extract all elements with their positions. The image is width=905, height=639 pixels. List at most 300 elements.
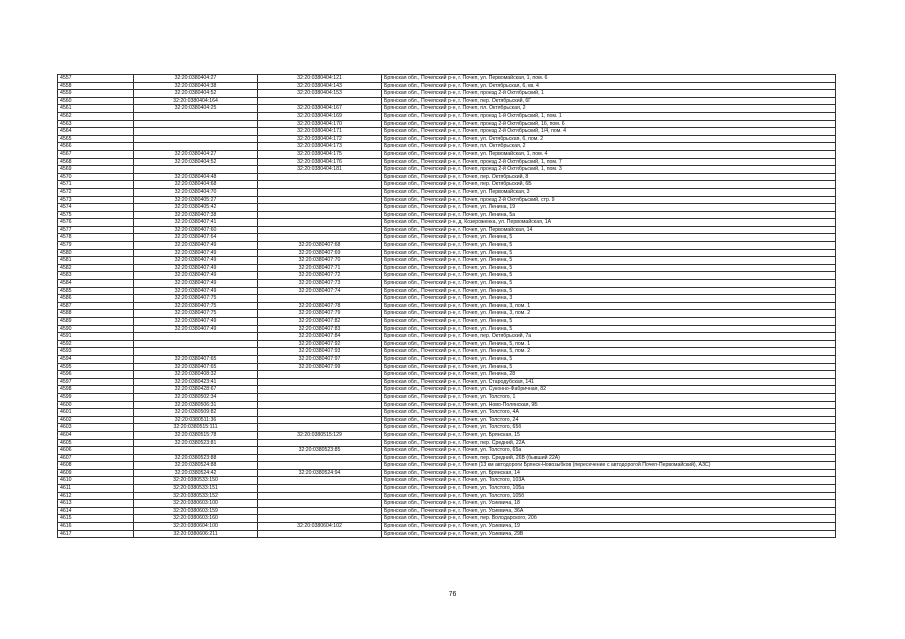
land-cadastral-number-cell: 32:20:0380405:27 — [134, 196, 258, 204]
object-cadastral-number-cell — [258, 97, 382, 105]
table-row — [58, 333, 836, 341]
address-cell: Брянская обл., Почепский р-н, г. Почеп, пер. Володарского, 20б — [382, 515, 836, 523]
object-cadastral-number-cell: 32:20:0380404:173 — [258, 143, 382, 151]
row-number-cell: 4602 — [58, 416, 134, 424]
land-cadastral-number-cell: 32:20:0380404:52 — [134, 90, 258, 98]
object-cadastral-number-cell: 32:20:0380407:68 — [258, 242, 382, 250]
land-cadastral-number-cell: 32:20:0380533:151 — [134, 485, 258, 493]
object-cadastral-number-cell — [258, 439, 382, 447]
table-row — [58, 287, 836, 295]
address-cell: Брянская обл., Почепский р-н, г. Почеп, пл. Октябрьская, 2 — [382, 105, 836, 113]
land-cadastral-number-cell — [134, 333, 258, 341]
address-cell: Брянская обл., Почепский р-н, г. Почеп, ул. Толстого, 65а — [382, 447, 836, 455]
address-cell: Брянская обл., Почепский р-н, г. Почеп, ул. Усиевича, 36А — [382, 507, 836, 515]
land-cadastral-number-cell: 32:20:0380407:75 — [134, 310, 258, 318]
row-number-cell: 4559 — [58, 90, 134, 98]
address-cell: Брянская обл., Почепский р-н, г. Почеп, ул. Ленина, 5 — [382, 363, 836, 371]
row-number-cell: 4604 — [58, 431, 134, 439]
address-cell: Брянская обл., Почепский р-н, г. Почеп, пер. Октябрьский, 6Б — [382, 181, 836, 189]
address-cell: Брянская обл., Почепский р-н, г. Почеп, пер. Октябрьский, 7а — [382, 333, 836, 341]
row-number-cell: 4590 — [58, 325, 134, 333]
row-number-cell: 4571 — [58, 181, 134, 189]
table-row — [58, 158, 836, 166]
row-number-cell: 4613 — [58, 500, 134, 508]
object-cadastral-number-cell — [258, 492, 382, 500]
table-row — [58, 249, 836, 257]
row-number-cell: 4600 — [58, 401, 134, 409]
land-cadastral-number-cell: 32:20:0380404:38 — [134, 82, 258, 90]
table-row — [58, 355, 836, 363]
address-cell: Брянская обл., Почепский р-н, г. Почеп, пер. Средний, 26В (бывший 22А) — [382, 454, 836, 462]
object-cadastral-number-cell — [258, 424, 382, 432]
address-cell: Брянская обл., Почепский р-н, г. Почеп, ул. Ленина, 3, пом. 2 — [382, 310, 836, 318]
page-number: 76 — [448, 591, 457, 598]
land-cadastral-number-cell: 32:20:0380405:42 — [134, 204, 258, 212]
land-cadastral-number-cell: 32:20:0380407:49 — [134, 257, 258, 265]
table-row — [58, 363, 836, 371]
land-cadastral-number-cell: 32:20:0380603:159 — [134, 507, 258, 515]
row-number-cell: 4560 — [58, 97, 134, 105]
row-number-cell: 4557 — [58, 75, 134, 83]
land-cadastral-number-cell: 32:20:0380407:75 — [134, 302, 258, 310]
table-row — [58, 462, 836, 470]
address-cell: Брянская обл., Почепский р-н, г. Почеп, ул. Толстого, 1 — [382, 393, 836, 401]
row-number-cell: 4611 — [58, 485, 134, 493]
object-cadastral-number-cell: 32:20:0380404:153 — [258, 90, 382, 98]
land-cadastral-number-cell: 32:20:0380407:38 — [134, 211, 258, 219]
row-number-cell: 4573 — [58, 196, 134, 204]
object-cadastral-number-cell — [258, 371, 382, 379]
row-number-cell: 4564 — [58, 128, 134, 136]
land-cadastral-number-cell: 32:20:0380604:100 — [134, 523, 258, 531]
land-cadastral-number-cell: 32:20:0380404:27 — [134, 75, 258, 83]
table-row — [58, 447, 836, 455]
object-cadastral-number-cell: 32:20:0380404:169 — [258, 112, 382, 120]
table-row — [58, 120, 836, 128]
address-cell: Брянская обл., Почепский р-н, г. Почеп, пл. Октябрьская, 2 — [382, 143, 836, 151]
object-cadastral-number-cell: 32:20:0380407:70 — [258, 257, 382, 265]
row-number-cell: 4577 — [58, 226, 134, 234]
row-number-cell: 4583 — [58, 272, 134, 280]
address-cell: Брянская обл., Почепский р-н, г. Почеп, ул. Ленина, 5 — [382, 234, 836, 242]
land-cadastral-number-cell: 32:20:0380404:70 — [134, 188, 258, 196]
land-cadastral-number-cell — [134, 348, 258, 356]
address-cell: Брянская обл., Почепский р-н, г. Почеп, ул. Ленина, 5 — [382, 257, 836, 265]
land-cadastral-number-cell: 32:20:0380404:48 — [134, 173, 258, 181]
row-number-cell: 4605 — [58, 439, 134, 447]
address-cell: Брянская обл., Почепский р-н, г. Почеп, проезд 2-й Октябрьский, 1/4, пом. 4 — [382, 128, 836, 136]
table-row — [58, 196, 836, 204]
registry-table — [57, 74, 836, 538]
address-cell: Брянская обл., Почепский р-н, г. Почеп, ул. Ленина, 5 — [382, 249, 836, 257]
row-number-cell: 4580 — [58, 249, 134, 257]
row-number-cell: 4599 — [58, 393, 134, 401]
table-row — [58, 112, 836, 120]
table-row — [58, 378, 836, 386]
object-cadastral-number-cell: 32:20:0380404:143 — [258, 82, 382, 90]
row-number-cell: 4582 — [58, 264, 134, 272]
object-cadastral-number-cell — [258, 181, 382, 189]
address-cell: Брянская обл., Почепский р-н, г. Почеп, проезд 2-й Октябрьский, 16, пом. 6 — [382, 120, 836, 128]
row-number-cell: 4598 — [58, 386, 134, 394]
land-cadastral-number-cell: 32:20:0380515:111 — [134, 424, 258, 432]
table-row — [58, 302, 836, 310]
row-number-cell: 4601 — [58, 409, 134, 417]
address-cell: Брянская обл., Почепский р-н, г. Почеп, проезд 2-й Октябрьский, 1, пом. 3 — [382, 166, 836, 174]
object-cadastral-number-cell — [258, 477, 382, 485]
row-number-cell: 4566 — [58, 143, 134, 151]
row-number-cell: 4576 — [58, 219, 134, 227]
object-cadastral-number-cell — [258, 409, 382, 417]
row-number-cell: 4603 — [58, 424, 134, 432]
land-cadastral-number-cell: 32:20:0380407:65 — [134, 355, 258, 363]
table-row — [58, 371, 836, 379]
row-number-cell: 4591 — [58, 333, 134, 341]
address-cell: Брянская обл., Почепский р-н, г. Почеп, ул. Толстого, 24 — [382, 416, 836, 424]
table-row — [58, 181, 836, 189]
row-number-cell: 4585 — [58, 287, 134, 295]
object-cadastral-number-cell — [258, 234, 382, 242]
row-number-cell: 4579 — [58, 242, 134, 250]
object-cadastral-number-cell: 32:20:0380407:99 — [258, 363, 382, 371]
row-number-cell: 4589 — [58, 318, 134, 326]
table-row — [58, 226, 836, 234]
address-cell: Брянская обл., Почепский р-н, г. Почеп, ул. Ленина, 5 — [382, 318, 836, 326]
table-row — [58, 143, 836, 151]
land-cadastral-number-cell: 32:20:0380407:64 — [134, 234, 258, 242]
table-row — [58, 424, 836, 432]
object-cadastral-number-cell — [258, 295, 382, 303]
row-number-cell: 4586 — [58, 295, 134, 303]
table-row — [58, 82, 836, 90]
object-cadastral-number-cell: 32:20:0380407:74 — [258, 287, 382, 295]
land-cadastral-number-cell — [134, 135, 258, 143]
object-cadastral-number-cell — [258, 416, 382, 424]
row-number-cell: 4567 — [58, 150, 134, 158]
land-cadastral-number-cell: 32:20:0380407:49 — [134, 249, 258, 257]
object-cadastral-number-cell: 32:20:0380407:79 — [258, 310, 382, 318]
row-number-cell: 4596 — [58, 371, 134, 379]
land-cadastral-number-cell: 32:20:0380603:100 — [134, 500, 258, 508]
address-cell: Брянская обл., Почепский р-н, д. Козероженка, ул. Первомайская, 1А — [382, 219, 836, 227]
address-cell: Брянская обл., Почепский р-н, г. Почеп, ул. Ленина, 5 — [382, 325, 836, 333]
table-row — [58, 439, 836, 447]
row-number-cell: 4563 — [58, 120, 134, 128]
land-cadastral-number-cell: 32:20:0380603:160 — [134, 515, 258, 523]
land-cadastral-number-cell — [134, 120, 258, 128]
land-cadastral-number-cell: 32:20:0380606:211 — [134, 530, 258, 538]
land-cadastral-number-cell: 32:20:0380511:36 — [134, 416, 258, 424]
land-cadastral-number-cell: 32:20:0380404:52 — [134, 158, 258, 166]
object-cadastral-number-cell: 32:20:0380404:170 — [258, 120, 382, 128]
table-row — [58, 257, 836, 265]
land-cadastral-number-cell — [134, 143, 258, 151]
object-cadastral-number-cell — [258, 226, 382, 234]
address-cell: Брянская обл., Почепский р-н, г. Почеп, ул. Ленина, 5, пом. 2 — [382, 348, 836, 356]
row-number-cell: 4584 — [58, 280, 134, 288]
address-cell: Брянская обл., Почепский р-н, г. Почеп, ул. Ленина, 28 — [382, 371, 836, 379]
land-cadastral-number-cell: 32:20:0380523:81 — [134, 439, 258, 447]
object-cadastral-number-cell — [258, 500, 382, 508]
object-cadastral-number-cell: 32:20:0380404:121 — [258, 75, 382, 83]
land-cadastral-number-cell: 32:20:0380407:49 — [134, 287, 258, 295]
address-cell: Брянская обл., Почепский р-н, г. Почеп, ул. Октябрьская, 6, кв. 4 — [382, 82, 836, 90]
land-cadastral-number-cell: 32:20:0380533:150 — [134, 477, 258, 485]
address-cell: Брянская обл., Почепский р-н, г. Почеп, пер. Средний, 22А — [382, 439, 836, 447]
table-row — [58, 515, 836, 523]
land-cadastral-number-cell: 32:20:0380408:32 — [134, 371, 258, 379]
object-cadastral-number-cell: 32:20:0380407:78 — [258, 302, 382, 310]
row-number-cell: 4607 — [58, 454, 134, 462]
land-cadastral-number-cell: 32:20:0380404:27 — [134, 150, 258, 158]
address-cell: Брянская обл., Почепский р-н, г. Почеп, проезд 1-й Октябрьский, 1, пом. 1 — [382, 112, 836, 120]
row-number-cell: 4562 — [58, 112, 134, 120]
address-cell: Брянская обл., Почепский р-н, г. Почеп, ул. Ленина, 3 — [382, 295, 836, 303]
object-cadastral-number-cell: 32:20:0380604:102 — [258, 523, 382, 531]
land-cadastral-number-cell: 32:20:0380524:42 — [134, 469, 258, 477]
row-number-cell: 4597 — [58, 378, 134, 386]
table-row — [58, 135, 836, 143]
object-cadastral-number-cell — [258, 507, 382, 515]
object-cadastral-number-cell: 32:20:0380407:71 — [258, 264, 382, 272]
table-row — [58, 166, 836, 174]
table-row — [58, 500, 836, 508]
row-number-cell: 4561 — [58, 105, 134, 113]
land-cadastral-number-cell — [134, 340, 258, 348]
row-number-cell: 4587 — [58, 302, 134, 310]
row-number-cell: 4616 — [58, 523, 134, 531]
object-cadastral-number-cell: 32:20:0380407:73 — [258, 280, 382, 288]
row-number-cell: 4595 — [58, 363, 134, 371]
table-row — [58, 310, 836, 318]
address-cell: Брянская обл., Почепский р-н, г. Почеп, ул. Толстого, 105б — [382, 492, 836, 500]
object-cadastral-number-cell: 32:20:0380407:72 — [258, 272, 382, 280]
table-row — [58, 492, 836, 500]
object-cadastral-number-cell: 32:20:0380407:69 — [258, 249, 382, 257]
row-number-cell: 4612 — [58, 492, 134, 500]
object-cadastral-number-cell — [258, 515, 382, 523]
land-cadastral-number-cell — [134, 166, 258, 174]
address-cell: Брянская обл., Почепский р-н, г. Почеп, ул. Усиевича, 29В — [382, 530, 836, 538]
address-cell: Брянская обл., Почепский р-н, г. Почеп, пер. Октябрьский, 8 — [382, 173, 836, 181]
address-cell: Брянская обл., Почепский р-н, г. Почеп (13 км автодороги Брянск-Новозыбков (пересечение с автодорогой Почеп-Первомайский), АЗС) — [382, 462, 836, 470]
address-cell: Брянская обл., Почепский р-н, г. Почеп, ул. Первомайская, 1, пом. 6 — [382, 75, 836, 83]
row-number-cell: 4606 — [58, 447, 134, 455]
address-cell: Брянская обл., Почепский р-н, г. Почеп, ул. Ленина, 5, пом. 1 — [382, 340, 836, 348]
object-cadastral-number-cell — [258, 204, 382, 212]
address-cell: Брянская обл., Почепский р-н, г. Почеп, пер. Октябрьский, 6Г — [382, 97, 836, 105]
object-cadastral-number-cell — [258, 188, 382, 196]
row-number-cell: 4617 — [58, 530, 134, 538]
land-cadastral-number-cell — [134, 128, 258, 136]
row-number-cell: 4581 — [58, 257, 134, 265]
table-row — [58, 211, 836, 219]
object-cadastral-number-cell: 32:20:0380407:93 — [258, 348, 382, 356]
table-row — [58, 485, 836, 493]
table-row — [58, 128, 836, 136]
land-cadastral-number-cell: 32:20:0380524:88 — [134, 462, 258, 470]
table-row — [58, 280, 836, 288]
table-row — [58, 454, 836, 462]
land-cadastral-number-cell: 32:20:0380515:78 — [134, 431, 258, 439]
table-row — [58, 242, 836, 250]
land-cadastral-number-cell: 32:20:0380407:49 — [134, 325, 258, 333]
object-cadastral-number-cell — [258, 196, 382, 204]
address-cell: Брянская обл., Почепский р-н, г. Почеп, ул. Толстого, 105а — [382, 485, 836, 493]
table-row — [58, 75, 836, 83]
address-cell: Брянская обл., Почепский р-н, г. Почеп, ул. Ленина, 19 — [382, 204, 836, 212]
row-number-cell: 4592 — [58, 340, 134, 348]
table-row — [58, 386, 836, 394]
object-cadastral-number-cell: 32:20:0380407:84 — [258, 333, 382, 341]
row-number-cell: 4594 — [58, 355, 134, 363]
land-cadastral-number-cell: 32:20:0380407:49 — [134, 264, 258, 272]
table-row — [58, 272, 836, 280]
table-row — [58, 173, 836, 181]
object-cadastral-number-cell — [258, 485, 382, 493]
object-cadastral-number-cell: 32:20:0380524:94 — [258, 469, 382, 477]
object-cadastral-number-cell — [258, 378, 382, 386]
object-cadastral-number-cell — [258, 462, 382, 470]
land-cadastral-number-cell: 32:20:0380509:82 — [134, 409, 258, 417]
land-cadastral-number-cell: 32:20:0380404:164 — [134, 97, 258, 105]
row-number-cell: 4574 — [58, 204, 134, 212]
row-number-cell: 4615 — [58, 515, 134, 523]
address-cell: Брянская обл., Почепский р-н, г. Почеп, ул. Суконно-Фабричная, 82 — [382, 386, 836, 394]
land-cadastral-number-cell: 32:20:0380404:68 — [134, 181, 258, 189]
table-row — [58, 234, 836, 242]
object-cadastral-number-cell — [258, 530, 382, 538]
address-cell: Брянская обл., Почепский р-н, г. Почеп, ул. Октябрьская, 6, пом. 2 — [382, 135, 836, 143]
land-cadastral-number-cell: 32:20:0380407:49 — [134, 318, 258, 326]
land-cadastral-number-cell: 32:20:0380533:152 — [134, 492, 258, 500]
address-cell: Брянская обл., Почепский р-н, г. Почеп, ул. Ново-Полянская, 9Б — [382, 401, 836, 409]
object-cadastral-number-cell: 32:20:0380407:92 — [258, 340, 382, 348]
object-cadastral-number-cell — [258, 386, 382, 394]
row-number-cell: 4568 — [58, 158, 134, 166]
table-row — [58, 264, 836, 272]
table-row — [58, 477, 836, 485]
land-cadastral-number-cell: 32:20:0380407:65 — [134, 363, 258, 371]
table-row — [58, 393, 836, 401]
address-cell: Брянская обл., Почепский р-н, г. Почеп, ул. Ленина, 5 — [382, 287, 836, 295]
object-cadastral-number-cell: 32:20:0380404:171 — [258, 128, 382, 136]
address-cell: Брянская обл., Почепский р-н, г. Почеп, ул. Ленина, 5 — [382, 355, 836, 363]
table-row — [58, 295, 836, 303]
table-row — [58, 318, 836, 326]
object-cadastral-number-cell: 32:20:0380407:97 — [258, 355, 382, 363]
object-cadastral-number-cell: 32:20:0380404:181 — [258, 166, 382, 174]
table-row — [58, 507, 836, 515]
row-number-cell: 4608 — [58, 462, 134, 470]
land-cadastral-number-cell: 32:20:0380407:41 — [134, 219, 258, 227]
table-row — [58, 409, 836, 417]
object-cadastral-number-cell: 32:20:0380407:82 — [258, 318, 382, 326]
address-cell: Брянская обл., Почепский р-н, г. Почеп, ул. Первомайская, 3 — [382, 188, 836, 196]
land-cadastral-number-cell: 32:20:0380407:75 — [134, 295, 258, 303]
land-cadastral-number-cell: 32:20:0380407:49 — [134, 272, 258, 280]
address-cell: Брянская обл., Почепский р-н, г. Почеп, ул. Ленина, 5а — [382, 211, 836, 219]
table-row — [58, 105, 836, 113]
object-cadastral-number-cell — [258, 219, 382, 227]
address-cell: Брянская обл., Почепский р-н, г. Почеп, ул. Стародубская, 141 — [382, 378, 836, 386]
object-cadastral-number-cell — [258, 401, 382, 409]
table-row — [58, 150, 836, 158]
land-cadastral-number-cell: 32:20:0380423:41 — [134, 378, 258, 386]
land-cadastral-number-cell — [134, 447, 258, 455]
table-row — [58, 90, 836, 98]
row-number-cell: 4569 — [58, 166, 134, 174]
land-cadastral-number-cell: 32:20:0380407:60 — [134, 226, 258, 234]
row-number-cell: 4614 — [58, 507, 134, 515]
table-row — [58, 204, 836, 212]
address-cell: Брянская обл., Почепский р-н, г. Почеп, проезд 2-й Октябрьский, 1, пом. 7 — [382, 158, 836, 166]
land-cadastral-number-cell: 32:20:0380407:49 — [134, 242, 258, 250]
land-cadastral-number-cell: 32:20:0380407:49 — [134, 280, 258, 288]
row-number-cell: 4565 — [58, 135, 134, 143]
table-row — [58, 416, 836, 424]
address-cell: Брянская обл., Почепский р-н, г. Почеп, ул. Усиевича, 18 — [382, 500, 836, 508]
row-number-cell: 4558 — [58, 82, 134, 90]
table-row — [58, 219, 836, 227]
object-cadastral-number-cell: 32:20:0380404:167 — [258, 105, 382, 113]
address-cell: Брянская обл., Почепский р-н, г. Почеп, ул. Толстого, 103А — [382, 477, 836, 485]
row-number-cell: 4570 — [58, 173, 134, 181]
land-cadastral-number-cell — [134, 112, 258, 120]
address-cell: Брянская обл., Почепский р-н, г. Почеп, ул. Первомайская, 1, пом. 4 — [382, 150, 836, 158]
land-cadastral-number-cell: 32:20:0380523:88 — [134, 454, 258, 462]
object-cadastral-number-cell — [258, 211, 382, 219]
address-cell: Брянская обл., Почепский р-н, г. Почеп, ул. Ленина, 5 — [382, 280, 836, 288]
land-cadastral-number-cell: 32:20:0380506:31 — [134, 401, 258, 409]
object-cadastral-number-cell: 32:20:0380404:176 — [258, 158, 382, 166]
registry-table-body — [58, 75, 836, 538]
address-cell: Брянская обл., Почепский р-н, г. Почеп, проезд 2-й Октябрьский, 1 — [382, 90, 836, 98]
address-cell: Брянская обл., Почепский р-н, г. Почеп, ул. Первомайская, 14 — [382, 226, 836, 234]
address-cell: Брянская обл., Почепский р-н, г. Почеп, ул. Брянская, 14 — [382, 469, 836, 477]
object-cadastral-number-cell: 32:20:0380404:175 — [258, 150, 382, 158]
address-cell: Брянская обл., Почепский р-н, г. Почеп, ул. Ленина, 5 — [382, 264, 836, 272]
object-cadastral-number-cell — [258, 393, 382, 401]
object-cadastral-number-cell: 32:20:0380515:129 — [258, 431, 382, 439]
row-number-cell: 4575 — [58, 211, 134, 219]
address-cell: Брянская обл., Почепский р-н, г. Почеп, ул. Ленина, 5 — [382, 272, 836, 280]
table-row — [58, 348, 836, 356]
address-cell: Брянская обл., Почепский р-н, г. Почеп, ул. Ленина, 3, пом. 1 — [382, 302, 836, 310]
table-row — [58, 188, 836, 196]
row-number-cell: 4572 — [58, 188, 134, 196]
land-cadastral-number-cell: 32:20:0380502:34 — [134, 393, 258, 401]
land-cadastral-number-cell: 32:20:0380404:25 — [134, 105, 258, 113]
address-cell: Брянская обл., Почепский р-н, г. Почеп, ул. Брянская, 15 — [382, 431, 836, 439]
row-number-cell: 4593 — [58, 348, 134, 356]
address-cell: Брянская обл., Почепский р-н, г. Почеп, ул. Толстого, 4А — [382, 409, 836, 417]
table-row — [58, 401, 836, 409]
row-number-cell: 4588 — [58, 310, 134, 318]
table-row — [58, 523, 836, 531]
table-row — [58, 431, 836, 439]
object-cadastral-number-cell — [258, 173, 382, 181]
object-cadastral-number-cell: 32:20:0380404:172 — [258, 135, 382, 143]
row-number-cell: 4610 — [58, 477, 134, 485]
land-cadastral-number-cell: 32:20:0380428:67 — [134, 386, 258, 394]
address-cell: Брянская обл., Почепский р-н, г. Почеп, ул. Толстого, 65б — [382, 424, 836, 432]
row-number-cell: 4578 — [58, 234, 134, 242]
table-row — [58, 530, 836, 538]
row-number-cell: 4609 — [58, 469, 134, 477]
address-cell: Брянская обл., Почепский р-н, г. Почеп, проезд 2-й Октябрьский, стр. 9 — [382, 196, 836, 204]
table-row — [58, 97, 836, 105]
